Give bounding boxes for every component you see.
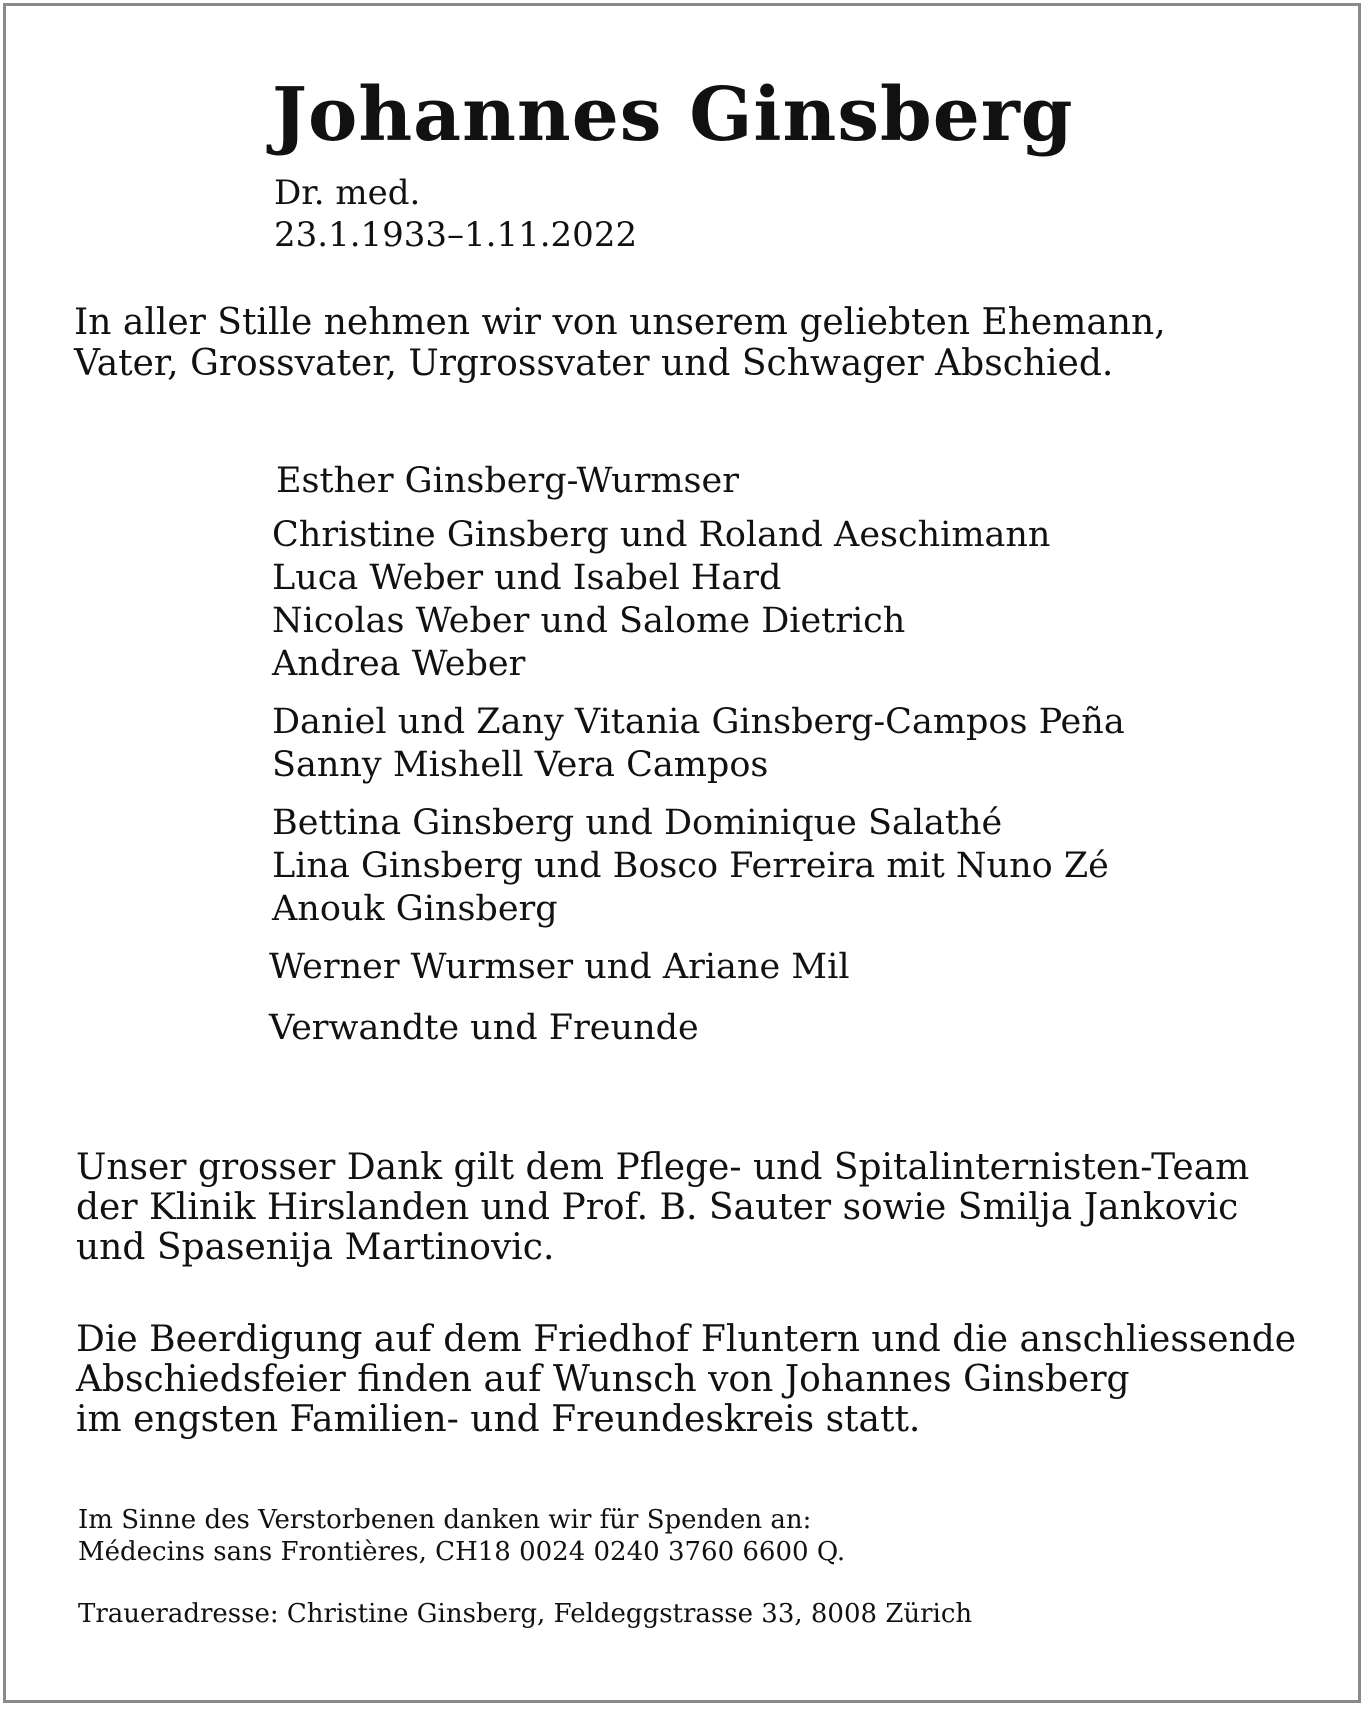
- mourner-name: Sanny Mishell Vera Campos: [272, 745, 769, 785]
- deceased-title: Dr. med.: [274, 173, 421, 213]
- funeral-line: Abschiedsfeier finden auf Wunsch von Johannes Ginsberg: [76, 1359, 1130, 1400]
- mourner-name: Lina Ginsberg und Bosco Ferreira mit Nuno Zé: [272, 846, 1109, 886]
- mourner-name: Nicolas Weber und Salome Dietrich: [272, 601, 906, 641]
- mourner-name: Andrea Weber: [272, 644, 526, 684]
- mourner-group: [272, 460, 1125, 503]
- deceased-dates: 23.1.1933–1.11.2022: [274, 215, 638, 255]
- mourner-name: Esther Ginsberg-Wurmser: [276, 461, 739, 501]
- thanks-line: der Klinik Hirslanden und Prof. B. Sauter sowie Smilja Jankovic: [76, 1187, 1239, 1228]
- deceased-name: Johannes Ginsberg: [272, 72, 1074, 158]
- mourner-group: [269, 1007, 1125, 1050]
- mourner-group: [272, 802, 1125, 931]
- donation-note: [78, 1504, 845, 1568]
- mourner-name: Christine Ginsberg und Roland Aeschimann: [272, 515, 1051, 555]
- thanks-paragraph: [76, 1148, 1249, 1268]
- intro-text: [74, 302, 1166, 384]
- intro-line: Vater, Grossvater, Urgrossvater und Schwager Abschied.: [74, 343, 1114, 384]
- mourner-name: Werner Wurmser und Ariane Mil: [269, 947, 850, 987]
- thanks-line: Unser grosser Dank gilt dem Pflege- und Spitalinternisten-Team: [76, 1147, 1250, 1188]
- mourning-address: [78, 1598, 972, 1630]
- funeral-line: im engsten Familien- und Freundeskreis statt.: [76, 1399, 921, 1440]
- mourners-list: [269, 460, 1125, 1065]
- funeral-paragraph: [76, 1320, 1296, 1440]
- mourner-name: Bettina Ginsberg und Dominique Salathé: [272, 803, 1003, 843]
- donation-line: Médecins sans Frontières, CH18 0024 0240 3760 6600 Q.: [78, 1537, 846, 1567]
- thanks-line: und Spasenija Martinovic.: [76, 1227, 555, 1268]
- mourner-name: Anouk Ginsberg: [272, 889, 558, 929]
- mourner-group: [272, 514, 1125, 686]
- donation-line: Im Sinne des Verstorbenen danken wir für Spenden an:: [78, 1505, 812, 1535]
- mourner-group: [269, 946, 1125, 989]
- address-line: Traueradresse: Christine Ginsberg, Feldeggstrasse 33, 8008 Zürich: [78, 1599, 973, 1629]
- mourner-name: Verwandte und Freunde: [269, 1008, 699, 1048]
- intro-line: In aller Stille nehmen wir von unserem geliebten Ehemann,: [74, 302, 1166, 343]
- mourner-name: Luca Weber und Isabel Hard: [272, 558, 782, 598]
- mourner-name: Daniel und Zany Vitania Ginsberg-Campos Peña: [272, 702, 1125, 742]
- funeral-line: Die Beerdigung auf dem Friedhof Fluntern und die anschliessende: [76, 1319, 1297, 1360]
- mourner-group: [272, 701, 1125, 787]
